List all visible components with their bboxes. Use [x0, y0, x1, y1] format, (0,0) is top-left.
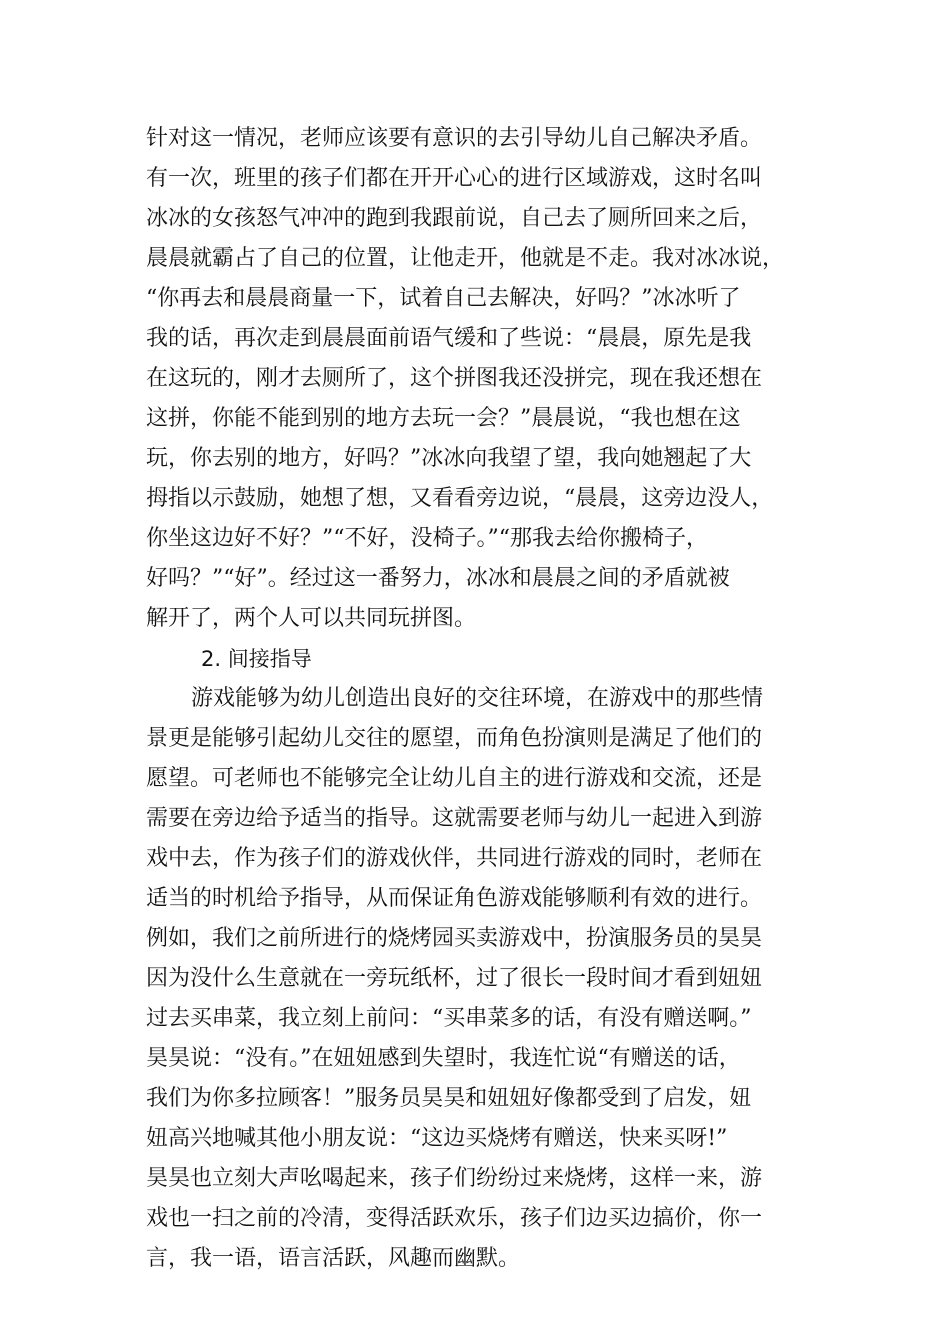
text-line: 我的话，再次走到晨晨面前语气缓和了些说：“晨晨，原先是我	[146, 326, 752, 351]
text-line: “你再去和晨晨商量一下，试着自己去解决，好吗？”冰冰听了	[146, 286, 741, 311]
text-line: 过去买串菜，我立刻上前问：“买串菜多的话，有没有赠送啊。”	[146, 1006, 752, 1031]
text-line: 言，我一语，语言活跃，风趣而幽默。	[146, 1246, 521, 1271]
section-heading: 2. 间接指导	[201, 647, 312, 671]
text-line: 戏也一扫之前的冷清，变得活跃欢乐，孩子们边买边搞价，你一	[146, 1206, 763, 1231]
text-line: 这拼，你能不能到别的地方去玩一会？”晨晨说，“我也想在这	[146, 406, 741, 431]
paragraph-1	[146, 119, 811, 639]
text-line: 因为没什么生意就在一旁玩纸杯，过了很长一段时间才看到妞妞	[146, 966, 763, 991]
text-line: 你坐这边好不好？”“不好，没椅子。”“那我去给你搬椅子，	[146, 526, 708, 551]
text-line: 在这玩的，刚才去厕所了，这个拼图我还没拼完，现在我还想在	[146, 366, 763, 391]
text-line: 需要在旁边给予适当的指导。这就需要老师与幼儿一起进入到游	[146, 806, 763, 831]
text-line: 晨晨就霸占了自己的位置，让他走开，他就是不走。我对冰冰说，	[146, 246, 785, 271]
text-line: 妞高兴地喊其他小朋友说：“这边买烧烤有赠送，快来买呀!”	[146, 1126, 728, 1151]
text-line: 我们为你多拉顾客！”服务员昊昊和妞妞好像都受到了启发，妞	[146, 1086, 752, 1111]
text-line: 适当的时机给予指导，从而保证角色游戏能够顺利有效的进行。	[146, 886, 763, 911]
text-line: 例如，我们之前所进行的烧烤园买卖游戏中，扮演服务员的昊昊	[146, 926, 763, 951]
document-body	[146, 119, 811, 1279]
text-line: 拇指以示鼓励，她想了想，又看看旁边说，“晨晨，这旁边没人，	[146, 486, 774, 511]
text-line: 游戏能够为幼儿创造出良好的交往环境，在游戏中的那些情	[191, 686, 764, 711]
text-line: 昊昊也立刻大声吆喝起来，孩子们纷纷过来烧烤，这样一来，游	[146, 1166, 763, 1191]
text-line: 景更是能够引起幼儿交往的愿望，而角色扮演则是满足了他们的	[146, 726, 763, 751]
text-line: 有一次，班里的孩子们都在开开心心的进行区域游戏，这时名叫	[146, 166, 763, 191]
text-line: 针对这一情况，老师应该要有意识的去引导幼儿自己解决矛盾。	[146, 126, 763, 151]
text-line: 玩，你去别的地方，好吗？”冰冰向我望了望，我向她翘起了大	[146, 446, 752, 471]
text-line: 昊昊说：“没有。”在妞妞感到失望时，我连忙说“有赠送的话，	[146, 1046, 741, 1071]
text-line: 愿望。可老师也不能够完全让幼儿自主的进行游戏和交流，还是	[146, 766, 763, 791]
text-line: 冰冰的女孩怒气冲冲的跑到我跟前说，自己去了厕所回来之后，	[146, 206, 763, 231]
text-line: 好吗？”“好”。经过这一番努力，冰冰和晨晨之间的矛盾就被	[146, 566, 730, 591]
text-line: 戏中去，作为孩子们的游戏伙伴，共同进行游戏的同时，老师在	[146, 846, 763, 871]
paragraph-2	[146, 679, 811, 1279]
text-line: 解开了，两个人可以共同玩拼图。	[146, 606, 477, 631]
